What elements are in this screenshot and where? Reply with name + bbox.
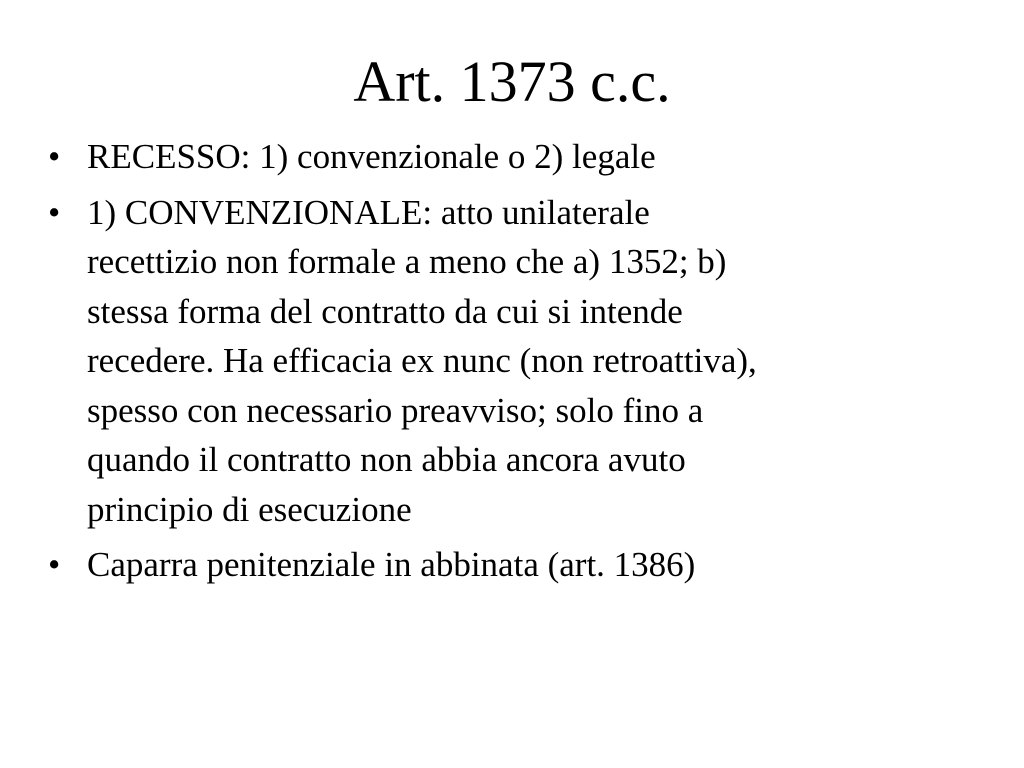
bullet-list [44,132,984,596]
bullet-text-line: RECESSO: 1) convenzionale o 2) legale [87,137,656,176]
bullet-item-convenzionale [44,188,984,535]
bullet-text-line: principio di esecuzione [87,489,412,529]
slide-title: Art. 1373 c.c. [353,49,671,114]
bullet-text-line: recedere. Ha efficacia ex nunc (non retroattiva), [87,341,757,380]
bullet-item-recesso [44,132,984,182]
bullet-text-line: Caparra penitenziale in abbinata (art. 1386) [87,545,696,584]
bullet-item-caparra [44,540,984,590]
bullet-text-line: recettizio non formale a meno che a) 1352; b) [87,242,727,281]
bullet-text-line: 1) CONVENZIONALE: atto unilaterale [87,192,650,232]
bullet-icon: • [48,137,61,176]
bullet-icon: • [48,545,61,584]
bullet-text-line: spesso con necessario preavviso; solo fino a [87,390,704,430]
bullet-text-line: quando il contratto non abbia ancora avuto [87,440,686,479]
bullet-icon: • [48,192,61,232]
bullet-text-line: stessa forma del contratto da cui si intende [87,291,683,331]
